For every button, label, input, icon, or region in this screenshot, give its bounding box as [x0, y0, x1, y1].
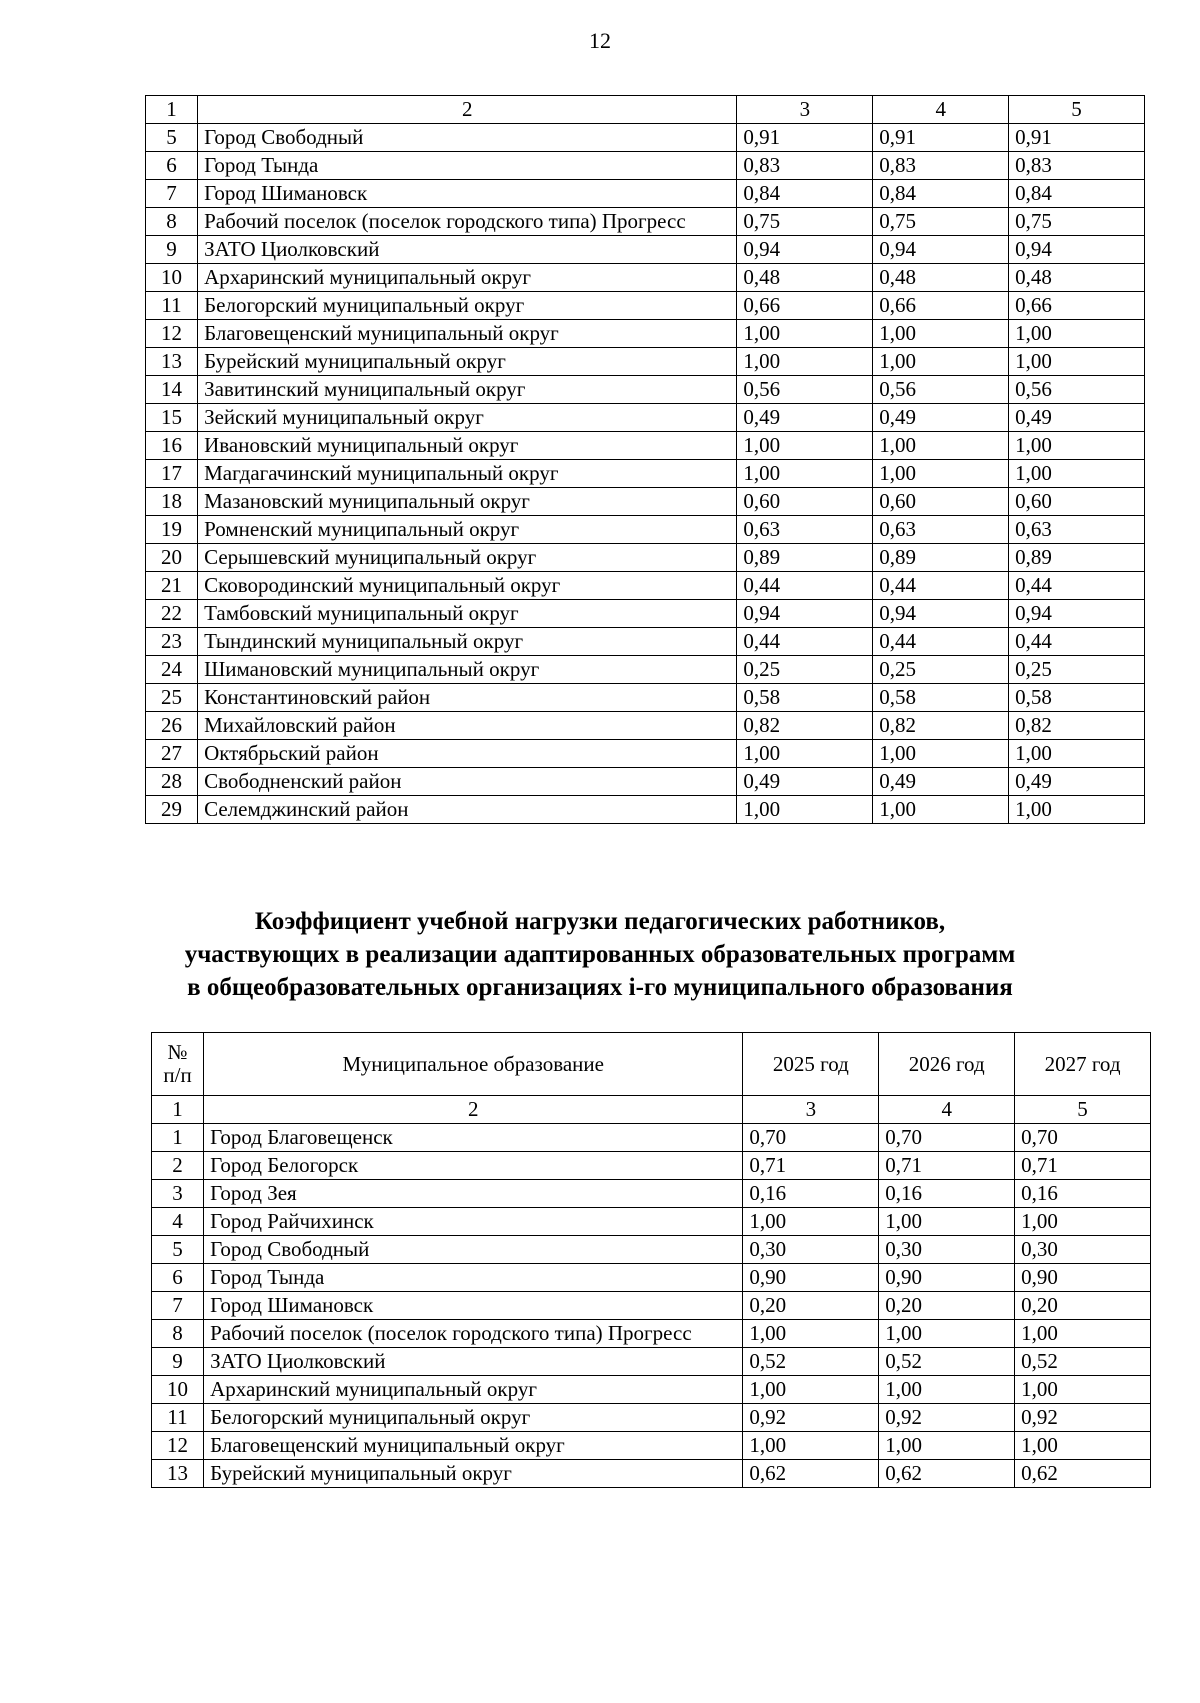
- row-number: 3: [152, 1180, 204, 1208]
- table-column-numbers: [146, 96, 1145, 124]
- row-number: 6: [146, 152, 198, 180]
- value-2026: 1,00: [879, 1208, 1015, 1236]
- table-row: [152, 1376, 1151, 1404]
- row-number: 12: [146, 320, 198, 348]
- table-row: [152, 1264, 1151, 1292]
- value-2025: 0,58: [737, 684, 873, 712]
- value-2026: 0,16: [879, 1180, 1015, 1208]
- table-row: [152, 1208, 1151, 1236]
- value-2027: 1,00: [1009, 460, 1145, 488]
- value-2027: 0,49: [1009, 768, 1145, 796]
- header-cell: 5: [1009, 96, 1145, 124]
- value-2026: 0,70: [879, 1124, 1015, 1152]
- value-2027: 0,82: [1009, 712, 1145, 740]
- value-2026: 0,83: [873, 152, 1009, 180]
- value-2025: 0,49: [737, 404, 873, 432]
- value-2026: 0,89: [873, 544, 1009, 572]
- table-row: [146, 124, 1145, 152]
- municipality-name: Город Райчихинск: [204, 1208, 743, 1236]
- value-2025: 0,44: [737, 628, 873, 656]
- table-row: [146, 236, 1145, 264]
- value-2026: 0,56: [873, 376, 1009, 404]
- value-2025: 1,00: [737, 320, 873, 348]
- value-2026: 1,00: [879, 1376, 1015, 1404]
- value-2025: 1,00: [743, 1432, 879, 1460]
- municipality-name: Ивановский муниципальный округ: [198, 432, 737, 460]
- row-number: 13: [152, 1460, 204, 1488]
- value-2026: 1,00: [873, 796, 1009, 824]
- municipality-name: Зейский муниципальный округ: [198, 404, 737, 432]
- value-2027: 1,00: [1009, 320, 1145, 348]
- value-2025: 0,25: [737, 656, 873, 684]
- row-number: 18: [146, 488, 198, 516]
- value-2026: 0,49: [873, 404, 1009, 432]
- section-title: [0, 905, 1200, 1004]
- header-cell: 5: [1015, 1096, 1151, 1124]
- row-number: 29: [146, 796, 198, 824]
- municipality-name: Серышевский муниципальный округ: [198, 544, 737, 572]
- row-number: 5: [152, 1236, 204, 1264]
- table-row: [152, 1236, 1151, 1264]
- row-number: 10: [152, 1376, 204, 1404]
- value-2027: 0,71: [1015, 1152, 1151, 1180]
- value-2026: 0,71: [879, 1152, 1015, 1180]
- value-2025: 0,62: [743, 1460, 879, 1488]
- municipality-name: Белогорский муниципальный округ: [204, 1404, 743, 1432]
- table-row: [146, 180, 1145, 208]
- row-number: 21: [146, 572, 198, 600]
- row-number: 7: [146, 180, 198, 208]
- row-number: 4: [152, 1208, 204, 1236]
- municipality-name: ЗАТО Циолковский: [204, 1348, 743, 1376]
- header-number-sublabel: п/п: [163, 1063, 192, 1087]
- table-row: [146, 740, 1145, 768]
- municipality-name: Свободненский район: [198, 768, 737, 796]
- value-2025: 1,00: [743, 1376, 879, 1404]
- value-2027: 1,00: [1009, 348, 1145, 376]
- value-2026: 1,00: [873, 432, 1009, 460]
- header-cell: 3: [737, 96, 873, 124]
- value-2026: 1,00: [873, 348, 1009, 376]
- value-2027: 0,60: [1009, 488, 1145, 516]
- value-2027: 0,48: [1009, 264, 1145, 292]
- header-cell: 3: [743, 1096, 879, 1124]
- value-2025: 0,44: [737, 572, 873, 600]
- value-2027: 0,58: [1009, 684, 1145, 712]
- value-2027: 0,70: [1015, 1124, 1151, 1152]
- value-2026: 0,44: [873, 628, 1009, 656]
- value-2025: 0,56: [737, 376, 873, 404]
- value-2027: 1,00: [1015, 1208, 1151, 1236]
- value-2027: 1,00: [1009, 796, 1145, 824]
- section-title-line: в общеобразовательных организациях i-го муниципального образования: [187, 974, 1013, 1001]
- table-row: [146, 600, 1145, 628]
- row-number: 8: [152, 1320, 204, 1348]
- value-2026: 0,49: [873, 768, 1009, 796]
- header-year-2027: 2027 год: [1015, 1033, 1151, 1096]
- value-2027: 0,49: [1009, 404, 1145, 432]
- header-municipality: Муниципальное образование: [204, 1033, 743, 1096]
- municipality-name: Михайловский район: [198, 712, 737, 740]
- value-2025: 1,00: [743, 1320, 879, 1348]
- municipality-name: Город Тында: [198, 152, 737, 180]
- value-2025: 0,94: [737, 600, 873, 628]
- table-row: [152, 1152, 1151, 1180]
- header-cell: 4: [873, 96, 1009, 124]
- value-2027: 0,66: [1009, 292, 1145, 320]
- value-2027: 0,89: [1009, 544, 1145, 572]
- header-cell: 2: [204, 1096, 743, 1124]
- value-2027: 0,75: [1009, 208, 1145, 236]
- row-number: 5: [146, 124, 198, 152]
- municipality-name: Шимановский муниципальный округ: [198, 656, 737, 684]
- municipality-name: Архаринский муниципальный округ: [204, 1376, 743, 1404]
- row-number: 2: [152, 1152, 204, 1180]
- value-2027: 0,94: [1009, 600, 1145, 628]
- municipality-name: Бурейский муниципальный округ: [204, 1460, 743, 1488]
- value-2025: 1,00: [737, 432, 873, 460]
- municipality-name: Город Благовещенск: [204, 1124, 743, 1152]
- municipality-name: Сковородинский муниципальный округ: [198, 572, 737, 600]
- value-2026: 0,25: [873, 656, 1009, 684]
- table-row: [152, 1348, 1151, 1376]
- value-2025: 0,49: [737, 768, 873, 796]
- table-row: [152, 1432, 1151, 1460]
- row-number: 9: [146, 236, 198, 264]
- row-number: 15: [146, 404, 198, 432]
- value-2026: 0,75: [873, 208, 1009, 236]
- value-2027: 1,00: [1015, 1432, 1151, 1460]
- value-2027: 0,56: [1009, 376, 1145, 404]
- row-number: 25: [146, 684, 198, 712]
- header-number-label: №: [167, 1040, 188, 1064]
- header-year-2026: 2026 год: [879, 1033, 1015, 1096]
- table-row: [146, 544, 1145, 572]
- table-row: [146, 320, 1145, 348]
- table-row: [146, 516, 1145, 544]
- row-number: 11: [152, 1404, 204, 1432]
- row-number: 10: [146, 264, 198, 292]
- value-2026: 0,62: [879, 1460, 1015, 1488]
- value-2025: 1,00: [737, 348, 873, 376]
- value-2026: 1,00: [879, 1432, 1015, 1460]
- municipality-name: Белогорский муниципальный округ: [198, 292, 737, 320]
- value-2025: 0,48: [737, 264, 873, 292]
- coefficient-table-continued: [145, 95, 1145, 824]
- value-2026: 1,00: [873, 460, 1009, 488]
- value-2026: 1,00: [873, 740, 1009, 768]
- value-2027: 0,52: [1015, 1348, 1151, 1376]
- municipality-name: Город Шимановск: [198, 180, 737, 208]
- value-2026: 0,60: [873, 488, 1009, 516]
- row-number: 11: [146, 292, 198, 320]
- value-2026: 0,44: [873, 572, 1009, 600]
- table-row: [146, 796, 1145, 824]
- value-2027: 0,83: [1009, 152, 1145, 180]
- row-number: 28: [146, 768, 198, 796]
- value-2027: 0,16: [1015, 1180, 1151, 1208]
- municipality-name: Тамбовский муниципальный округ: [198, 600, 737, 628]
- value-2025: 0,20: [743, 1292, 879, 1320]
- value-2025: 0,30: [743, 1236, 879, 1264]
- row-number: 19: [146, 516, 198, 544]
- table-row: [146, 404, 1145, 432]
- row-number: 14: [146, 376, 198, 404]
- value-2025: 0,75: [737, 208, 873, 236]
- value-2026: 0,52: [879, 1348, 1015, 1376]
- value-2027: 0,25: [1009, 656, 1145, 684]
- value-2027: 1,00: [1015, 1376, 1151, 1404]
- value-2027: 0,62: [1015, 1460, 1151, 1488]
- value-2026: 0,63: [873, 516, 1009, 544]
- municipality-name: Рабочий поселок (поселок городского типа) Прогресс: [204, 1320, 743, 1348]
- value-2025: 0,66: [737, 292, 873, 320]
- row-number: 1: [152, 1124, 204, 1152]
- table-row: [146, 712, 1145, 740]
- value-2027: 0,44: [1009, 628, 1145, 656]
- row-number: 22: [146, 600, 198, 628]
- value-2027: 1,00: [1009, 740, 1145, 768]
- header-cell: 1: [152, 1096, 204, 1124]
- value-2026: 0,91: [873, 124, 1009, 152]
- value-2026: 0,84: [873, 180, 1009, 208]
- row-number: 24: [146, 656, 198, 684]
- value-2027: 0,63: [1009, 516, 1145, 544]
- municipality-name: Город Свободный: [204, 1236, 743, 1264]
- value-2025: 0,71: [743, 1152, 879, 1180]
- table-row: [152, 1180, 1151, 1208]
- value-2027: 0,84: [1009, 180, 1145, 208]
- table-header-row: [152, 1033, 1151, 1096]
- value-2025: 0,84: [737, 180, 873, 208]
- municipality-name: Бурейский муниципальный округ: [198, 348, 737, 376]
- section-title-line: участвующих в реализации адаптированных образовательных программ: [184, 941, 1016, 968]
- value-2026: 0,94: [873, 236, 1009, 264]
- value-2026: 0,92: [879, 1404, 1015, 1432]
- row-number: 7: [152, 1292, 204, 1320]
- value-2026: 0,66: [873, 292, 1009, 320]
- value-2025: 0,92: [743, 1404, 879, 1432]
- header-cell: 4: [879, 1096, 1015, 1124]
- value-2025: 0,63: [737, 516, 873, 544]
- table-row: [146, 628, 1145, 656]
- value-2026: 0,82: [873, 712, 1009, 740]
- municipality-name: Константиновский район: [198, 684, 737, 712]
- header-cell: 1: [146, 96, 198, 124]
- municipality-name: Рабочий поселок (поселок городского типа) Прогресс: [198, 208, 737, 236]
- value-2025: 0,82: [737, 712, 873, 740]
- municipality-name: Архаринский муниципальный округ: [198, 264, 737, 292]
- municipality-name: Город Шимановск: [204, 1292, 743, 1320]
- row-number: 26: [146, 712, 198, 740]
- value-2025: 1,00: [737, 740, 873, 768]
- value-2027: 1,00: [1009, 432, 1145, 460]
- value-2025: 0,89: [737, 544, 873, 572]
- value-2025: 0,94: [737, 236, 873, 264]
- value-2027: 1,00: [1015, 1320, 1151, 1348]
- value-2025: 0,16: [743, 1180, 879, 1208]
- municipality-name: Город Белогорск: [204, 1152, 743, 1180]
- municipality-name: Мазановский муниципальный округ: [198, 488, 737, 516]
- municipality-name: Благовещенский муниципальный округ: [204, 1432, 743, 1460]
- row-number: 6: [152, 1264, 204, 1292]
- table-row: [152, 1292, 1151, 1320]
- table-row: [146, 432, 1145, 460]
- value-2027: 0,94: [1009, 236, 1145, 264]
- row-number: 23: [146, 628, 198, 656]
- table-row: [146, 152, 1145, 180]
- row-number: 27: [146, 740, 198, 768]
- row-number: 16: [146, 432, 198, 460]
- header-cell: 2: [198, 96, 737, 124]
- value-2027: 0,90: [1015, 1264, 1151, 1292]
- value-2026: 0,30: [879, 1236, 1015, 1264]
- value-2027: 0,92: [1015, 1404, 1151, 1432]
- table-row: [152, 1404, 1151, 1432]
- municipality-name: Завитинский муниципальный округ: [198, 376, 737, 404]
- value-2025: 0,70: [743, 1124, 879, 1152]
- table-row: [146, 292, 1145, 320]
- municipality-name: Тындинский муниципальный округ: [198, 628, 737, 656]
- municipality-name: ЗАТО Циолковский: [198, 236, 737, 264]
- value-2026: 0,90: [879, 1264, 1015, 1292]
- header-year-2025: 2025 год: [743, 1033, 879, 1096]
- table-row: [146, 684, 1145, 712]
- table-row: [146, 488, 1145, 516]
- section-title-line: Коэффициент учебной нагрузки педагогических работников,: [254, 908, 946, 935]
- municipality-name: Магдагачинский муниципальный округ: [198, 460, 737, 488]
- municipality-name: Селемджинский район: [198, 796, 737, 824]
- table-row: [146, 348, 1145, 376]
- row-number: 13: [146, 348, 198, 376]
- row-number: 12: [152, 1432, 204, 1460]
- table-row: [146, 264, 1145, 292]
- municipality-name: Ромненский муниципальный округ: [198, 516, 737, 544]
- row-number: 20: [146, 544, 198, 572]
- table-column-numbers: [152, 1096, 1151, 1124]
- value-2025: 1,00: [737, 460, 873, 488]
- table-row: [146, 768, 1145, 796]
- adapted-programs-coefficient-table: [151, 1032, 1151, 1488]
- value-2025: 1,00: [743, 1208, 879, 1236]
- municipality-name: Город Свободный: [198, 124, 737, 152]
- value-2025: 0,91: [737, 124, 873, 152]
- header-number-cell: [152, 1033, 204, 1096]
- value-2026: 0,58: [873, 684, 1009, 712]
- table-row: [146, 572, 1145, 600]
- value-2025: 0,90: [743, 1264, 879, 1292]
- table-row: [146, 460, 1145, 488]
- value-2025: 0,60: [737, 488, 873, 516]
- municipality-name: Город Зея: [204, 1180, 743, 1208]
- table-row: [146, 656, 1145, 684]
- value-2027: 0,44: [1009, 572, 1145, 600]
- municipality-name: Благовещенский муниципальный округ: [198, 320, 737, 348]
- table-row: [146, 208, 1145, 236]
- table-row: [146, 376, 1145, 404]
- value-2025: 0,83: [737, 152, 873, 180]
- value-2027: 0,20: [1015, 1292, 1151, 1320]
- table-row: [152, 1124, 1151, 1152]
- value-2025: 0,52: [743, 1348, 879, 1376]
- value-2027: 0,30: [1015, 1236, 1151, 1264]
- table-row: [152, 1320, 1151, 1348]
- municipality-name: Город Тында: [204, 1264, 743, 1292]
- value-2027: 0,91: [1009, 124, 1145, 152]
- municipality-name: Октябрьский район: [198, 740, 737, 768]
- value-2025: 1,00: [737, 796, 873, 824]
- value-2026: 0,20: [879, 1292, 1015, 1320]
- row-number: 17: [146, 460, 198, 488]
- table-row: [152, 1460, 1151, 1488]
- value-2026: 1,00: [879, 1320, 1015, 1348]
- row-number: 9: [152, 1348, 204, 1376]
- value-2026: 1,00: [873, 320, 1009, 348]
- row-number: 8: [146, 208, 198, 236]
- value-2026: 0,94: [873, 600, 1009, 628]
- page-number: 12: [589, 28, 611, 53]
- value-2026: 0,48: [873, 264, 1009, 292]
